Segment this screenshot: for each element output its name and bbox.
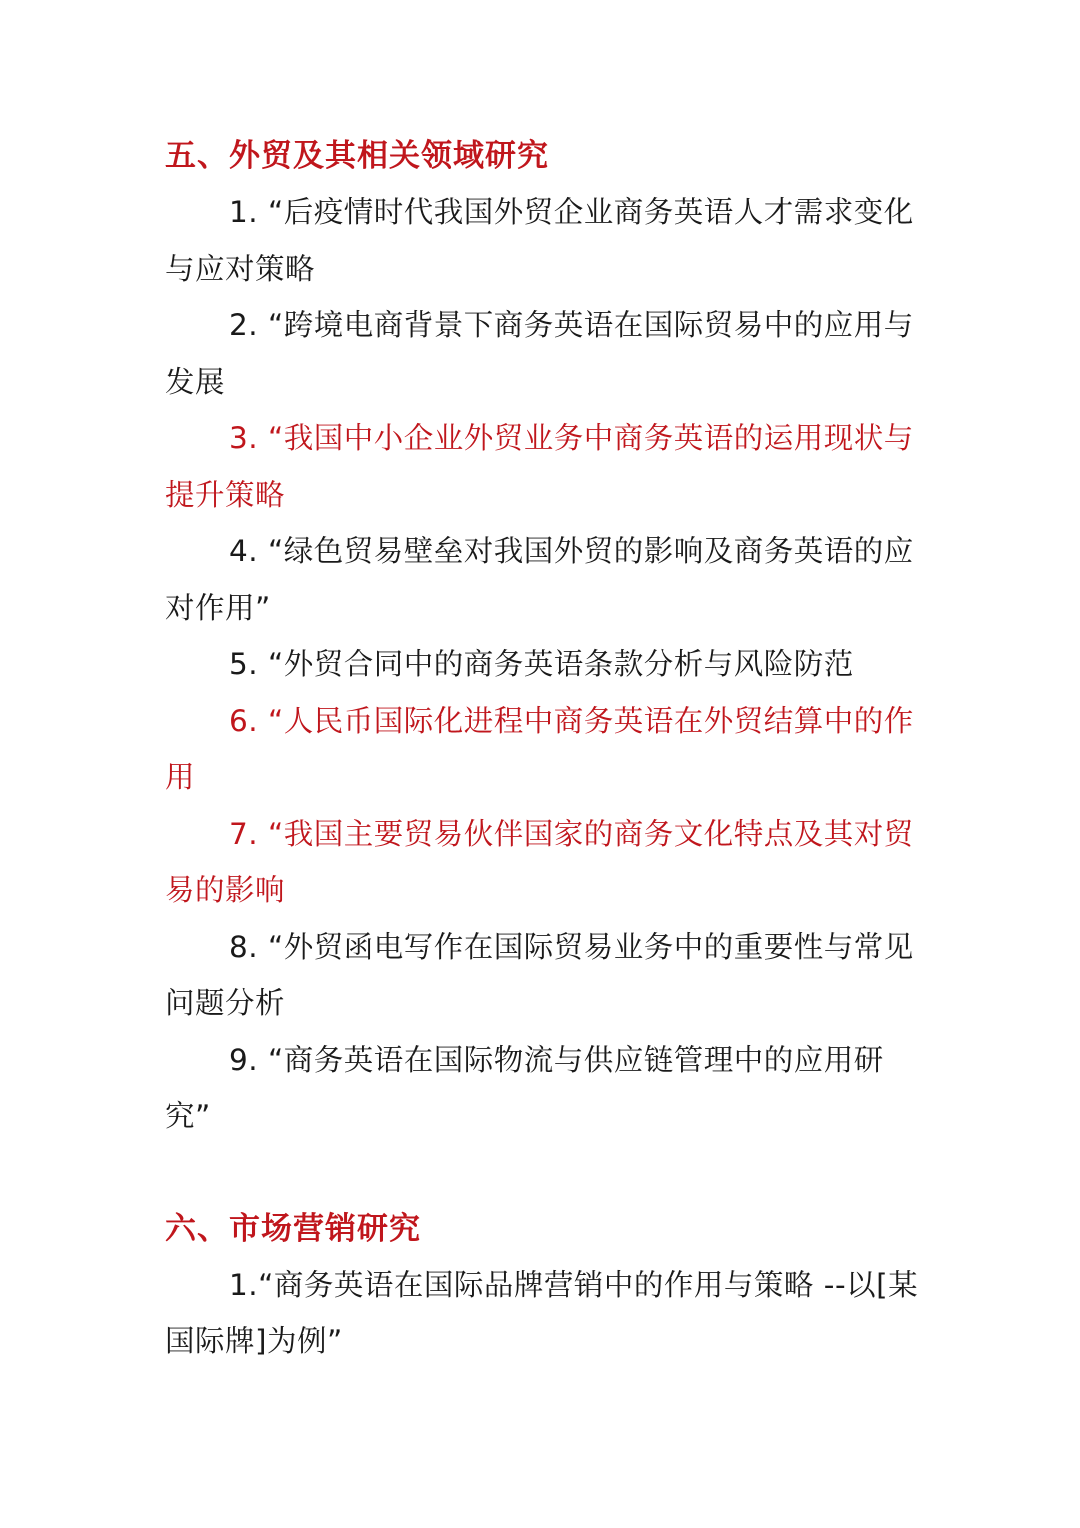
list-item-7: 7. “我国主要贸易伙伴国家的商务文化特点及其对贸易的影响 (165, 816, 914, 907)
document-page (165, 128, 920, 1370)
section-marketing (165, 1201, 920, 1370)
list-item-5: 5. “外贸合同中的商务英语条款分析与风险防范 (229, 647, 854, 681)
list-item-1: 1.“商务英语在国际品牌营销中的作用与策略 --以[某国际牌]为例” (165, 1267, 919, 1358)
list-item-2: 2. “跨境电商背景下商务英语在国际贸易中的应用与发展 (165, 308, 914, 399)
section-heading: 五、外贸及其相关领域研究 (165, 138, 549, 174)
list-item-6: 6. “人民币国际化进程中商务英语在外贸结算中的作用 (165, 703, 914, 794)
list-item-4: 4. “绿色贸易壁垒对我国外贸的影响及商务英语的应对作用” (165, 534, 914, 625)
section-foreign-trade (165, 128, 920, 1145)
list-item-8: 8. “外贸函电写作在国际贸易业务中的重要性与常见问题分析 (165, 929, 914, 1020)
list-item-3: 3. “我国中小企业外贸业务中商务英语的运用现状与提升策略 (165, 421, 914, 512)
section-heading: 六、市场营销研究 (165, 1210, 421, 1247)
list-item-9: 9. “商务英语在国际物流与供应链管理中的应用研究” (165, 1042, 884, 1133)
list-item-1: 1. “后疫情时代我国外贸企业商务英语人才需求变化与应对策略 (165, 195, 914, 286)
